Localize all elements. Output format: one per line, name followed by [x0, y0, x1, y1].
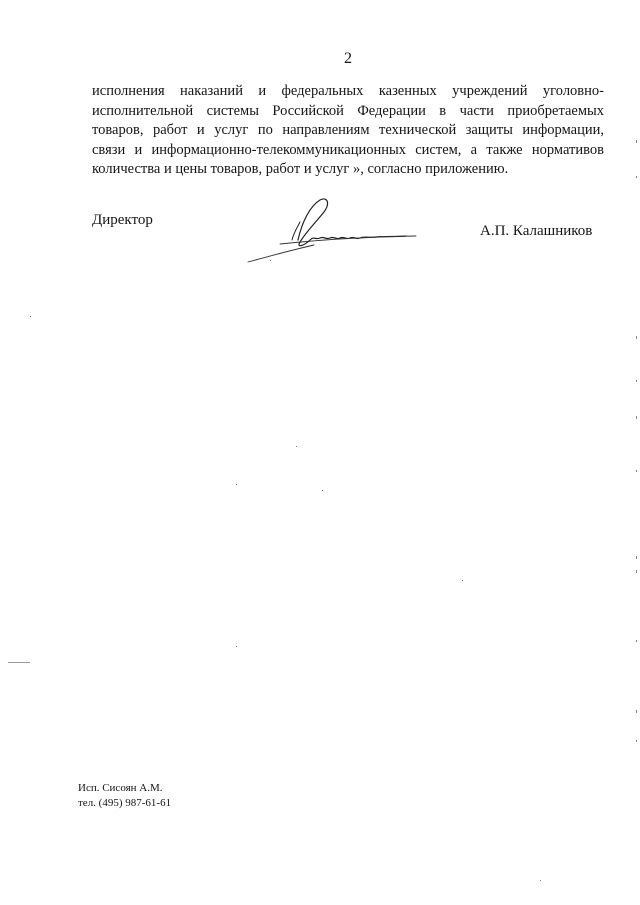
executor-name: Исп. Сисоян А.М.: [78, 782, 163, 794]
scan-speck: [236, 646, 237, 647]
scan-speck: [30, 316, 31, 317]
executor-info: [78, 781, 171, 811]
scan-speck: [462, 580, 463, 581]
body-line: исполнения наказаний и федеральных казенных учреждений уголовно-: [92, 83, 604, 99]
signatory-title: Директор: [92, 212, 153, 228]
body-line: связи и информационно-телекоммуникационных систем, а также нормативов: [92, 141, 604, 158]
body-line: количества и цены товаров, работ и услуг », согласно приложению.: [92, 161, 509, 178]
body-paragraph: [92, 82, 604, 180]
scan-speck: [270, 260, 271, 261]
scan-speck: [296, 446, 297, 447]
signatory-name: А.П. Калашников: [480, 223, 593, 239]
handwritten-signature: [240, 192, 420, 268]
body-line: исполнительной системы Российской Федерации в части приобретаемых: [92, 102, 604, 119]
scan-speck: [322, 490, 323, 491]
body-line: товаров, работ и услуг по направлениям технической защиты информации,: [92, 122, 604, 139]
scan-edge-marks: [636, 140, 638, 780]
scan-speck: [540, 880, 541, 881]
scan-speck: [236, 484, 237, 485]
scan-dash: [8, 662, 30, 663]
page-number: 2: [344, 50, 352, 67]
executor-phone: тел. (495) 987-61-61: [78, 797, 172, 809]
